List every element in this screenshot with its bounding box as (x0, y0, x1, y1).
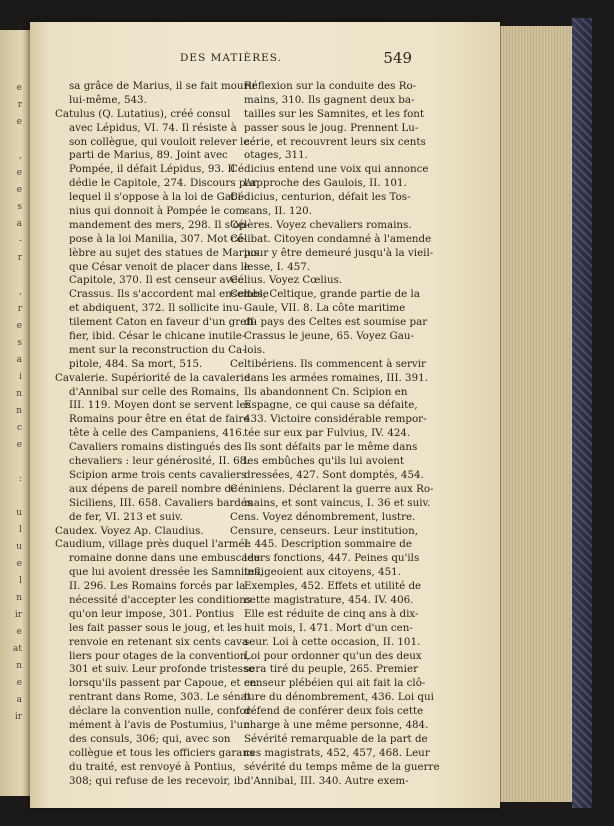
index-line: Scipion arme trois cents cavaliers (69, 468, 247, 481)
index-line: d'Annibal, III. 340. Autre exem- (244, 774, 409, 787)
index-line: II. 296. Les Romains forcés par la (69, 580, 246, 593)
index-line: Pompée, il défait Lépidus, 93. Il (69, 163, 235, 176)
index-line: Ils abandonnent Cn. Scipion en (244, 385, 408, 398)
index-line: que lui avoient dressée les Samnites, (69, 566, 263, 579)
index-line: Cédicius, centurion, défait les Tos- (230, 191, 411, 204)
index-line: Siciliens, III. 658. Cavaliers bardés (69, 496, 253, 509)
index-line: mains, et sont vaincus, I. 36 et suiv. (244, 496, 431, 509)
index-line: sera tiré du peuple, 265. Premier (244, 663, 418, 676)
index-line: cette magistrature, 454. IV. 406. (244, 593, 414, 606)
marbled-cover-edge (572, 18, 592, 808)
index-line: son collègue, qui vouloit relever le (69, 135, 250, 148)
facing-page-fragment: n (16, 593, 22, 603)
index-line: otages, 311. (244, 149, 308, 162)
index-line: fier, ibid. César le chicane inutile- (69, 330, 246, 343)
index-line: Cédicius entend une voix qui annonce (230, 163, 429, 176)
index-line: tailles sur les Samnites, et les font (244, 107, 425, 120)
facing-page-fragment: - (18, 236, 22, 246)
index-line: Elle est réduite de cinq ans à dix- (244, 607, 419, 620)
index-line: tête à celle des Campaniens, 416. (69, 427, 246, 440)
index-line: Catulus (Q. Lutatius), créé consul (55, 107, 231, 120)
index-column-right (230, 80, 440, 788)
index-line: liers pour otages de la convention, (69, 649, 250, 662)
index-line: Loi pour ordonner qu'un des deux (244, 649, 422, 662)
index-line: lèbre au sujet des statues de Marius (69, 246, 259, 259)
facing-page-fragment: e (16, 321, 22, 331)
page-block-edges (500, 26, 573, 802)
index-line: passer sous le joug. Prennent Lu- (244, 121, 419, 134)
index-line: défend de conférer deux fois cette (244, 705, 424, 718)
facing-page-fragment: n (16, 389, 22, 399)
index-line: qu'on leur impose, 301. Pontius (69, 607, 235, 620)
facing-page-fragment: n (16, 406, 22, 416)
index-line: mains, 310. Ils gagnent deux ba- (244, 93, 415, 106)
index-line: déclare la convention nulle, confor- (69, 705, 255, 718)
index-line: chevaliers : leur générosité, II. 68. (69, 455, 250, 468)
index-line: dédie le Capitole, 274. Discours par (69, 177, 257, 190)
index-line: infligeoient aux citoyens, 451. (244, 566, 401, 579)
index-line: sévérité du temps même de la guerre (244, 760, 440, 773)
index-line: huit mois, I. 471. Mort d'un cen- (244, 621, 413, 634)
index-line: Romains pour être en état de faire (69, 413, 250, 426)
index-line: que César venoit de placer dans le (69, 260, 250, 273)
index-line: pour y être demeuré jusqu'à la vieil- (244, 246, 434, 259)
index-line: cérie, et recouvrent leurs six cents (244, 135, 426, 148)
index-line: Cavaliers romains distingués des (69, 441, 242, 454)
facing-page-fragment: e (16, 185, 22, 195)
index-line: Réflexion sur la conduite des Ro- (244, 80, 417, 92)
index-line: dans les armées romaines, III. 391. (244, 371, 428, 384)
index-line: Exemples, 452. Effets et utilité de (244, 580, 422, 593)
facing-page-fragment: l (19, 525, 22, 535)
index-line: cans, II. 120. (244, 205, 312, 218)
index-line: seur. Loi à cette occasion, II. 101. (244, 635, 421, 648)
facing-page-fragment: r (17, 100, 22, 110)
facing-page-fragment: a (16, 695, 22, 705)
index-line: mandement des mers, 298. Il s'op- (69, 218, 250, 231)
index-line: nécessité d'accepter les conditions (69, 593, 252, 606)
index-line: Sévérité remarquable de la part de (244, 732, 428, 745)
index-line: les fait passer sous le joug, et les (69, 621, 242, 634)
index-line: Céniniens. Déclarent la guerre aux Ro- (230, 482, 434, 495)
index-line: Cens. Voyez dénombrement, lustre. (230, 510, 416, 523)
index-line: Gaule, VII. 8. La côte maritime (244, 302, 406, 315)
facing-page-fragment: , (19, 287, 22, 297)
index-line: collègue et tous les officiers garans (69, 746, 255, 759)
index-line: Crassus le jeune, 65. Voyez Gau- (244, 330, 414, 343)
facing-page-fragment: ir (14, 712, 22, 722)
index-line: Celtibériens. Ils commencent à servir (230, 357, 426, 370)
facing-page-fragment (0, 454, 24, 471)
facing-page-fragment: s (17, 202, 22, 212)
index-line: lesse, I. 457. (244, 260, 311, 273)
index-line: de fer, VI. 213 et suiv. (69, 510, 183, 523)
index-line: lui-même, 543. (69, 93, 147, 106)
facing-page-fragment (0, 267, 24, 284)
index-line: pose à la loi Manilia, 307. Mot cé- (69, 232, 247, 245)
index-line: renvoie en retenant six cents cava- (69, 635, 252, 648)
facing-page-fragment: u (16, 508, 22, 518)
facing-page-fragment: ir (14, 610, 22, 620)
index-line: lois. (244, 343, 266, 356)
index-line: avec Lépidus, VI. 74. Il résiste à (69, 121, 237, 134)
index-line: rentrant dans Rome, 303. Le sénat (69, 691, 251, 704)
index-line: mément à l'avis de Postumius, l'un (69, 718, 250, 731)
facing-page-fragment: , (19, 151, 22, 161)
facing-page-fragment: : (18, 474, 22, 484)
index-line: du traité, est renvoyé à Pontius, (69, 760, 236, 773)
running-header: DES MATIÈRES. (180, 52, 282, 64)
facing-page-fragment: n (16, 661, 22, 671)
facing-page-fragment: e (16, 440, 22, 450)
index-line: Caudium, village près duquel l'armée (55, 538, 251, 551)
facing-page-fragment: u (16, 542, 22, 552)
index-line: parti de Marius, 89. Joint avec (69, 149, 228, 162)
index-line: III. 119. Moyen dont se servent les (69, 399, 251, 412)
index-line: lequel il s'oppose à la loi de Gabi- (69, 191, 245, 204)
index-line: tilement Caton en faveur d'un greff- (69, 316, 257, 329)
index-line: ture du dénombrement, 436. Loi qui (244, 691, 434, 704)
facing-page-fragment: e (16, 559, 22, 569)
index-line: Censure, censeurs. Leur institution, (230, 524, 419, 537)
facing-page-fragment: r (17, 253, 22, 263)
index-line: leurs fonctions, 447. Peines qu'ils (244, 552, 420, 565)
index-line: 308; qui refuse de les recevoir, ib. (69, 774, 247, 787)
index-line: Ils sont défaits par le même dans (244, 441, 418, 454)
index-line: Capitole, 370. Il est censeur avec (69, 274, 244, 287)
index-line: ces magistrats, 452, 457, 468. Leur (244, 746, 430, 759)
index-line: Célius. Voyez Cœlius. (230, 274, 343, 287)
facing-page-fragment: e (16, 627, 22, 637)
index-line: pitole, 484. Sa mort, 515. (69, 357, 203, 370)
index-line: censeur plébéien qui ait fait la clô- (244, 677, 426, 690)
index-line: lorsqu'ils passent par Capoue, et en (69, 677, 257, 690)
facing-page-fragment: e (16, 83, 22, 93)
facing-page-fragment: i (19, 372, 22, 382)
index-line: romaine donne dans une embuscade (69, 552, 261, 565)
index-line: Caudex. Voyez Ap. Claudius. (55, 524, 204, 537)
index-line: les embûches qu'ils lui avoient (244, 455, 405, 468)
facing-page-fragment: a (16, 355, 22, 365)
facing-page-fragment: l (19, 576, 22, 586)
facing-page-fragment: r (17, 304, 22, 314)
facing-page-fragment: c (16, 423, 22, 433)
index-line: Célères. Voyez chevaliers romains. (230, 218, 412, 231)
index-line: charge à une même personne, 484. (244, 718, 429, 731)
facing-page-fragment (0, 488, 24, 505)
index-line: nius qui donnoit à Pompée le com- (69, 205, 249, 218)
index-line: du pays des Celtes est soumise par (244, 316, 428, 329)
index-line: l'approche des Gaulois, II. 101. (244, 177, 407, 190)
index-line: ment sur la reconstruction du Ca- (69, 343, 246, 356)
facing-page-fragment: a (16, 219, 22, 229)
facing-page-fragment: e (16, 117, 22, 127)
facing-page-fragment: s (17, 338, 22, 348)
facing-page-text-fragments (0, 80, 24, 780)
facing-page-fragment: at (13, 644, 22, 654)
index-line: et abdiquent, 372. Il sollicite inu- (69, 302, 243, 315)
facing-page-fragment: e (16, 168, 22, 178)
index-line: 301 et suiv. Leur profonde tristesse (69, 663, 255, 676)
index-line: aux dépens de pareil nombre de (69, 482, 238, 495)
index-line: 433. Victoire considérable rempor- (244, 413, 427, 426)
facing-page-fragment (0, 131, 24, 148)
index-line: tée sur eux par Fulvius, IV. 424. (244, 427, 411, 440)
index-line: Espagne, ce qui cause sa défaite, (244, 399, 418, 412)
index-line: Cavalerie. Supériorité de la cavalerie (55, 371, 250, 384)
index-line: des consuls, 306; qui, avec son (69, 732, 231, 745)
index-line: I. 445. Description sommaire de (244, 538, 412, 551)
index-line: sa grâce de Marius, il se fait mourir (69, 80, 257, 92)
index-line: d'Annibal sur celle des Romains, (69, 385, 240, 398)
index-line: Crassus. Ils s'accordent mal ensemble (69, 288, 269, 301)
index-line: Célibat. Citoyen condamné à l'amende (230, 232, 432, 245)
facing-page-fragment: e (16, 678, 22, 688)
index-line: Celtes, Celtique, grande partie de la (230, 288, 420, 301)
page-number: 549 (383, 49, 412, 67)
index-line: dressées, 427. Sont domptés, 454. (244, 468, 424, 481)
